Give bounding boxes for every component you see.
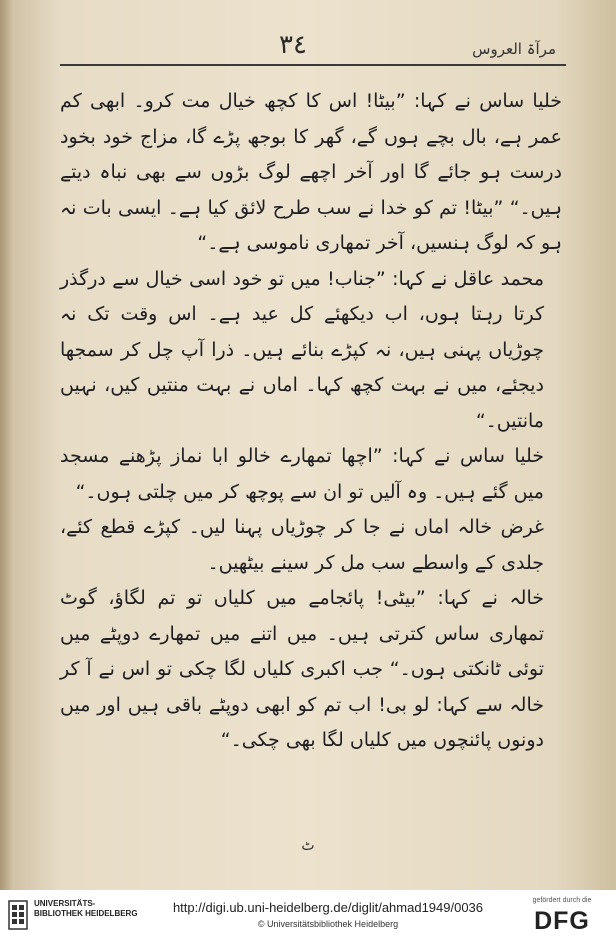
running-head: مرآۃ العروس xyxy=(472,40,556,58)
paragraph-2: محمد عاقل نے کہا: ”جناب! میں تو خود اسی خیال سے درگذر کرتا رہتا ہوں، اب دیکھئے کل عید ہے۔ اس وقت تک نہ چوڑیاں پہنی ہیں، نہ کپڑے بنائے ہیں۔ ذرا آپ چل کر سمجھا دیجئے، میں نے بہت کچھ کہا۔ اماں نے بہت منتیں کیں، نہیں مانتیں۔“ xyxy=(60,267,544,432)
page-number: ٣٤ xyxy=(279,30,307,60)
footer-bar xyxy=(0,890,616,945)
body-text xyxy=(60,84,562,759)
library-name: UNIVERSITÄTS-BIBLIOTHEK HEIDELBERG xyxy=(34,899,138,918)
signature-mark: ٹ xyxy=(301,838,315,854)
permalink-url[interactable]: http://digi.ub.uni-heidelberg.de/diglit/ahmad1949/0036 xyxy=(172,900,484,915)
copyright-notice: © Universitätsbibliothek Heidelberg xyxy=(257,919,399,929)
header-rule xyxy=(60,64,566,66)
page-header xyxy=(60,28,556,64)
library-logo-icon xyxy=(8,900,28,930)
paragraph-4: غرض خالہ اماں نے جا کر چوڑیاں پہنا لیں۔ کپڑے قطع کئے، جلدی کے واسطے سب مل کر سینے بیٹھیں۔ xyxy=(60,516,544,574)
funder-note: gefördert durch die xyxy=(532,897,592,904)
paragraph-3: خلیا ساس نے کہا: ”اچھا تمھارے خالو ابا نماز پڑھنے مسجد میں گئے ہیں۔ وہ آلیں تو ان سے پوچھ کر میں چلتی ہوں۔“ xyxy=(60,445,544,503)
dfg-logo: DFG xyxy=(534,907,590,935)
paragraph-1: خلیا ساس نے کہا: ”بیٹا! اس کا کچھ خیال مت کرو۔ ابھی کم عمر ہے، بال بچے ہوں گے، گھر کا بوجھ پڑے گا، مزاج خود بخود درست ہو جائے گا اور آخر اچھے لوگ بڑوں سے بھی نباہ دیتے ہیں۔“ ”بیٹا! تم کو خدا نے سب طرح لائق کیا ہے۔ ایسی بات نہ ہو کہ لوگ ہنسیں، آخر تمھاری ناموسی ہے۔“ xyxy=(60,90,562,254)
page-edge xyxy=(0,0,14,890)
paragraph-5: خالہ نے کہا: ”بیٹی! پائجامے میں کلیاں تو تم لگاؤ، گوٹ تمھاری ساس کترتی ہیں۔ میں اتنے میں تمھارے دوپٹے میں توئی ٹانکتی ہوں۔“ جب اکبری کلیاں لگا چکی تو اس نے آ کر خالہ سے کہا: لو بی! اب تم کو ابھی دوپٹے باقی ہیں اور میں دونوں پائنچوں میں کلیاں لگا بھی چکی۔“ xyxy=(60,587,544,751)
